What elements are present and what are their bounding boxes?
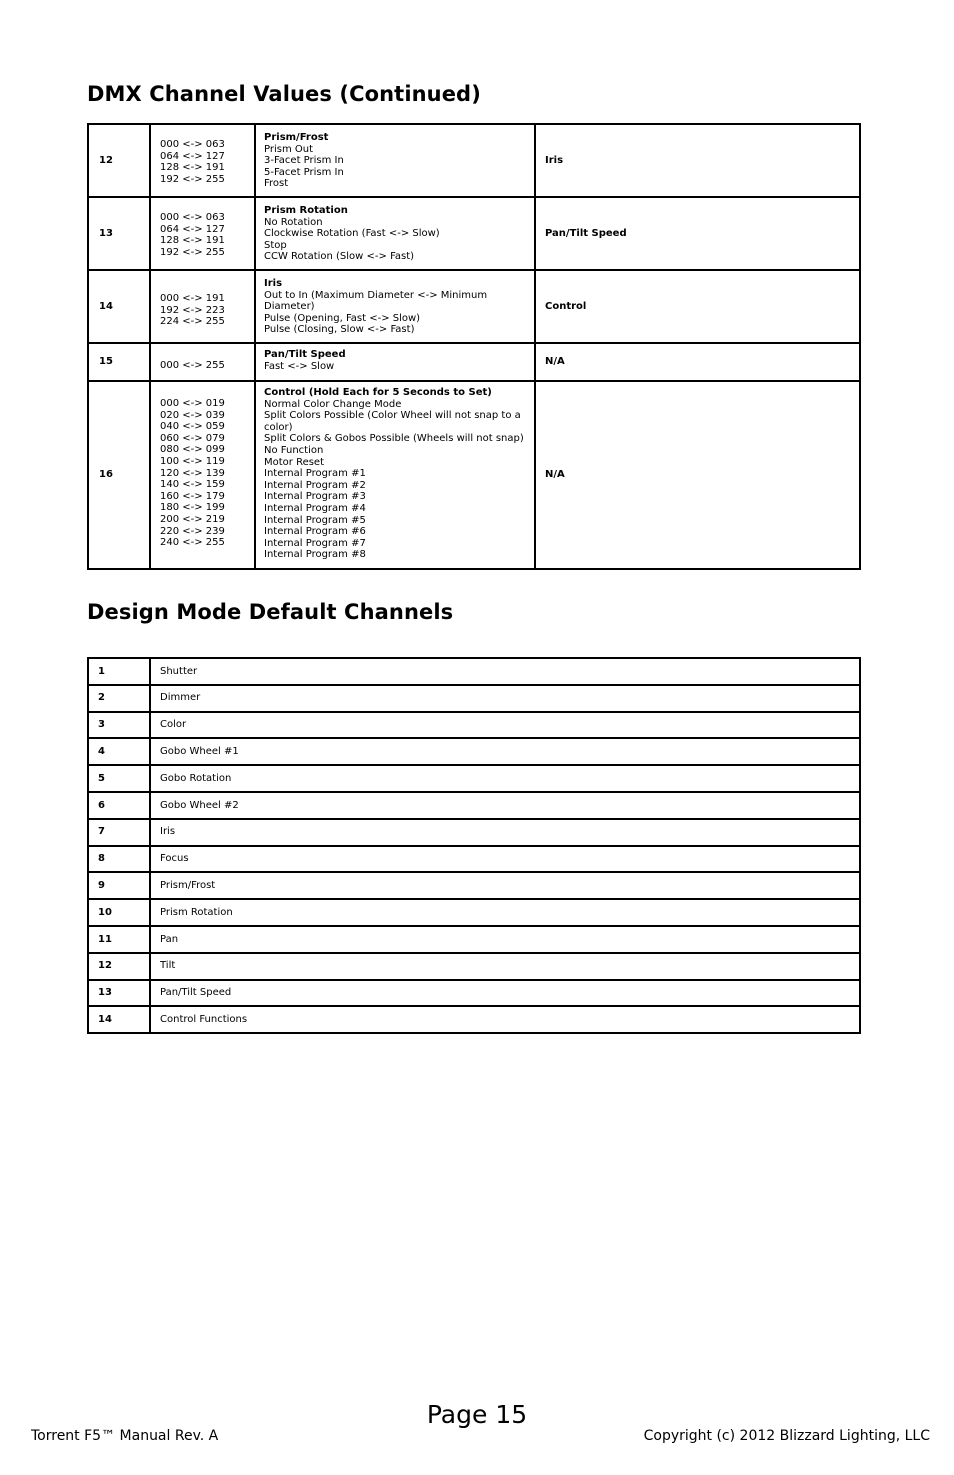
design-channel-number: 2 — [88, 685, 150, 712]
dmx-function-option: Internal Program #5 — [264, 514, 366, 526]
dmx-function-title: Control (Hold Each for 5 Seconds to Set) — [264, 387, 492, 398]
design-channel-number: 12 — [88, 953, 150, 980]
dmx-value-range: 000 <-> 191 — [160, 293, 225, 304]
design-channel-function: Shutter — [150, 658, 860, 685]
dmx-function-option: Internal Program #2 — [264, 479, 366, 491]
dmx-function-option: Internal Program #4 — [264, 502, 366, 514]
dmx-next-channel: N/A — [535, 343, 860, 381]
design-channel-function: Gobo Wheel #2 — [150, 792, 860, 819]
dmx-function-option: Normal Color Change Mode — [264, 398, 402, 410]
dmx-function — [255, 343, 535, 381]
dmx-function-option: Fast <-> Slow — [264, 360, 335, 372]
dmx-value-range: 192 <-> 255 — [160, 246, 225, 258]
design-channel-number: 13 — [88, 980, 150, 1007]
design-channel-function: Gobo Wheel #1 — [150, 738, 860, 765]
design-channel-number: 11 — [88, 926, 150, 953]
dmx-row — [88, 124, 860, 197]
design-row — [88, 899, 860, 926]
dmx-function — [255, 381, 535, 569]
dmx-channel-table — [87, 123, 861, 570]
design-channel-number: 14 — [88, 1006, 150, 1033]
dmx-value-range: 200 <-> 219 — [160, 513, 225, 525]
design-channel-number: 5 — [88, 765, 150, 792]
dmx-value-range: 192 <-> 255 — [160, 173, 225, 185]
dmx-value-range: 140 <-> 159 — [160, 479, 225, 491]
dmx-function-option: Prism Out — [264, 143, 314, 155]
dmx-function-option: CCW Rotation (Slow <-> Fast) — [264, 251, 415, 263]
design-row — [88, 953, 860, 980]
dmx-channel-number: 14 — [88, 270, 150, 343]
design-row — [88, 765, 860, 792]
dmx-function-option: No Rotation — [264, 216, 323, 228]
dmx-row — [88, 343, 860, 381]
dmx-next-channel: N/A — [535, 381, 860, 569]
dmx-value-range: 192 <-> 223 — [160, 304, 225, 316]
dmx-function-option: Out to In (Maximum Diameter <-> Minimum Diameter) — [264, 289, 488, 313]
design-row — [88, 1006, 860, 1033]
dmx-value-range: 180 <-> 199 — [160, 502, 225, 514]
dmx-row — [88, 270, 860, 343]
dmx-value-range: 128 <-> 191 — [160, 162, 225, 174]
dmx-channel-number: 15 — [88, 343, 150, 381]
design-channel-number: 10 — [88, 899, 150, 926]
design-channel-function: Prism/Frost — [150, 872, 860, 899]
design-section-title: Design Mode Default Channels — [87, 600, 454, 624]
dmx-function-option: Motor Reset — [264, 456, 325, 468]
dmx-function-option: Pulse (Opening, Fast <-> Slow) — [264, 312, 421, 324]
dmx-value-range: 000 <-> 019 — [160, 398, 225, 409]
dmx-value-ranges — [150, 124, 255, 197]
design-row — [88, 872, 860, 899]
footer-copyright: Copyright (c) 2012 Blizzard Lighting, LLC — [643, 1428, 930, 1444]
dmx-value-ranges — [150, 197, 255, 270]
design-channel-number: 6 — [88, 792, 150, 819]
dmx-function-option: Split Colors Possible (Color Wheel will not snap to a color) — [264, 410, 521, 433]
dmx-value-range: 000 <-> 063 — [160, 212, 225, 223]
dmx-function — [255, 197, 535, 270]
dmx-function-option: Internal Program #8 — [264, 549, 366, 561]
design-mode-table — [87, 657, 861, 1034]
dmx-next-channel: Control — [535, 270, 860, 343]
page-number: Page 15 — [426, 1400, 528, 1429]
dmx-function-option: Internal Program #1 — [264, 468, 366, 480]
design-row — [88, 980, 860, 1007]
dmx-value-range: 128 <-> 191 — [160, 235, 225, 247]
design-channel-number: 9 — [88, 872, 150, 899]
design-channel-function: Tilt — [150, 953, 860, 980]
design-row — [88, 819, 860, 846]
dmx-value-range: 060 <-> 079 — [160, 432, 225, 444]
dmx-value-range: 040 <-> 059 — [160, 421, 225, 433]
design-row — [88, 738, 860, 765]
dmx-function-option: No Function — [264, 444, 324, 456]
design-channel-function: Focus — [150, 846, 860, 873]
design-channel-number: 1 — [88, 658, 150, 685]
dmx-function-option: Frost — [264, 178, 289, 190]
dmx-value-ranges — [150, 381, 255, 569]
dmx-next-channel: Iris — [535, 124, 860, 197]
dmx-function-option: Clockwise Rotation (Fast <-> Slow) — [264, 228, 440, 240]
dmx-row — [88, 197, 860, 270]
design-row — [88, 658, 860, 685]
dmx-function-option: 5-Facet Prism In — [264, 166, 344, 178]
design-channel-function: Color — [150, 712, 860, 739]
design-channel-function: Iris — [150, 819, 860, 846]
dmx-value-range: 120 <-> 139 — [160, 467, 225, 479]
design-channel-function: Prism Rotation — [150, 899, 860, 926]
footer-manual-title: Torrent F5™ Manual Rev. A — [31, 1428, 219, 1444]
dmx-function-option: Split Colors & Gobos Possible (Wheels will not snap) — [264, 433, 524, 445]
design-channel-function: Pan — [150, 926, 860, 953]
dmx-value-range: 240 <-> 255 — [160, 537, 225, 549]
dmx-function-option: 3-Facet Prism In — [264, 155, 344, 167]
design-channel-function: Pan/Tilt Speed — [150, 980, 860, 1007]
dmx-function-title: Iris — [264, 278, 283, 289]
dmx-channel-number: 12 — [88, 124, 150, 197]
design-row — [88, 926, 860, 953]
dmx-function-option: Stop — [264, 239, 287, 251]
design-channel-function: Dimmer — [150, 685, 860, 712]
dmx-function-option: Internal Program #7 — [264, 537, 366, 549]
dmx-function — [255, 270, 535, 343]
design-channel-number: 3 — [88, 712, 150, 739]
dmx-function — [255, 124, 535, 197]
design-row — [88, 792, 860, 819]
dmx-value-range: 224 <-> 255 — [160, 316, 225, 328]
design-row — [88, 712, 860, 739]
dmx-channel-number: 13 — [88, 197, 150, 270]
dmx-function-option: Pulse (Closing, Slow <-> Fast) — [264, 324, 415, 336]
dmx-value-range: 064 <-> 127 — [160, 223, 225, 235]
dmx-value-range: 000 <-> 063 — [160, 139, 225, 150]
dmx-section-title: DMX Channel Values (Continued) — [87, 82, 481, 106]
design-channel-number: 8 — [88, 846, 150, 873]
design-row — [88, 846, 860, 873]
design-channel-function: Gobo Rotation — [150, 765, 860, 792]
design-channel-function: Control Functions — [150, 1006, 860, 1033]
dmx-channel-number: 16 — [88, 381, 150, 569]
dmx-function-title: Pan/Tilt Speed — [264, 349, 346, 360]
dmx-value-range: 160 <-> 179 — [160, 490, 225, 502]
dmx-value-range: 220 <-> 239 — [160, 525, 225, 537]
dmx-value-range: 020 <-> 039 — [160, 409, 225, 421]
dmx-value-range: 080 <-> 099 — [160, 444, 225, 456]
dmx-value-ranges — [150, 343, 255, 381]
dmx-function-option: Internal Program #3 — [264, 491, 366, 503]
dmx-next-channel: Pan/Tilt Speed — [535, 197, 860, 270]
dmx-value-ranges — [150, 270, 255, 343]
dmx-value-range: 000 <-> 255 — [160, 360, 225, 371]
design-row — [88, 685, 860, 712]
dmx-function-title: Prism/Frost — [264, 132, 329, 143]
dmx-function-option: Internal Program #6 — [264, 526, 366, 538]
dmx-row — [88, 381, 860, 569]
design-channel-number: 7 — [88, 819, 150, 846]
dmx-value-range: 064 <-> 127 — [160, 150, 225, 162]
dmx-function-title: Prism Rotation — [264, 205, 348, 216]
design-channel-number: 4 — [88, 738, 150, 765]
dmx-value-range: 100 <-> 119 — [160, 455, 225, 467]
